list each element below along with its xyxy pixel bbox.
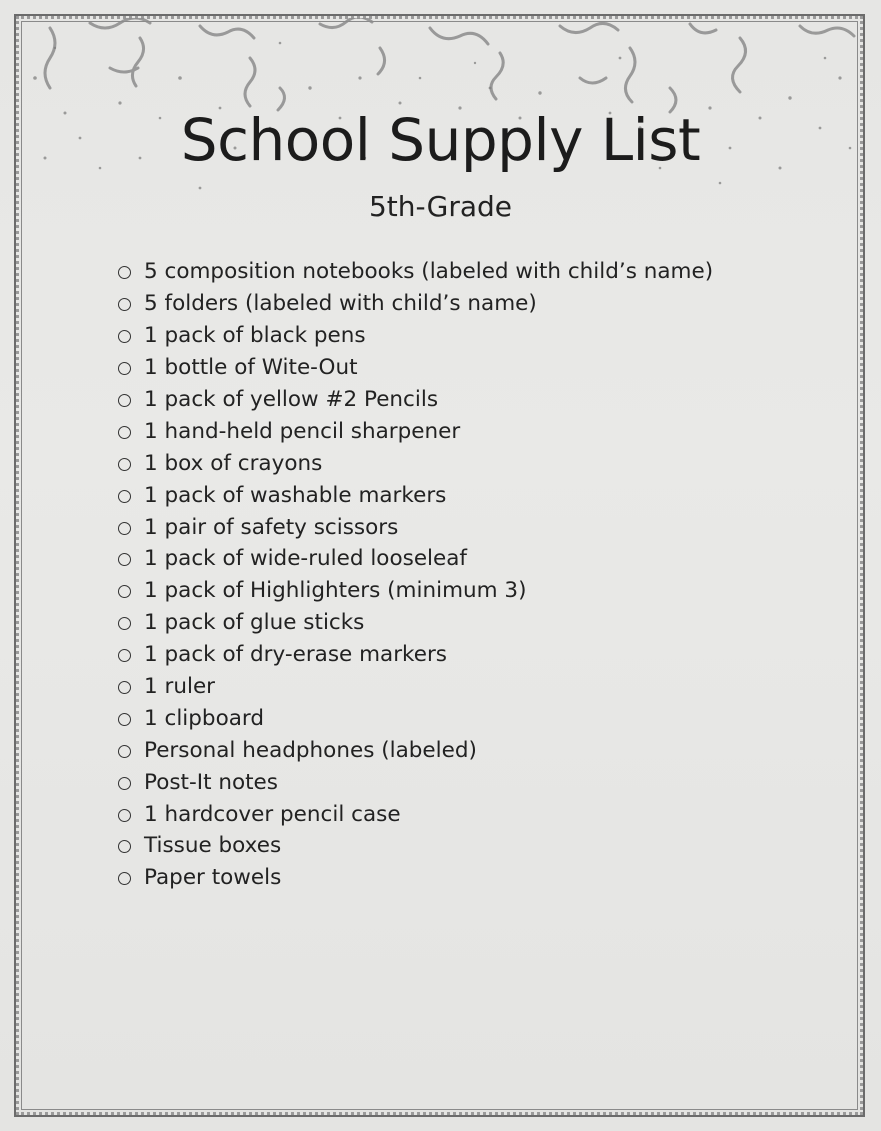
list-item bbox=[118, 607, 838, 639]
list-item bbox=[118, 798, 838, 830]
circle-bullet-icon bbox=[118, 649, 131, 662]
circle-bullet-icon bbox=[118, 362, 131, 375]
list-item bbox=[118, 384, 838, 416]
list-item-text: 1 bottle of Wite-Out bbox=[144, 355, 358, 381]
circle-bullet-icon bbox=[118, 426, 131, 439]
list-item bbox=[118, 479, 838, 511]
list-item bbox=[118, 639, 838, 671]
list-item bbox=[118, 288, 838, 320]
list-item-text: Tissue boxes bbox=[144, 833, 282, 859]
list-item-text: 1 pack of dry-erase markers bbox=[144, 642, 448, 668]
list-item bbox=[118, 734, 838, 766]
list-item-text: 1 pack of washable markers bbox=[144, 482, 447, 508]
list-item-text: 1 pack of glue sticks bbox=[144, 610, 365, 636]
page-title: School Supply List bbox=[180, 106, 701, 174]
list-item-text: 1 box of crayons bbox=[144, 450, 323, 476]
list-item-text: 1 pack of wide-ruled looseleaf bbox=[144, 546, 467, 572]
circle-bullet-icon bbox=[118, 490, 131, 503]
supply-list bbox=[118, 256, 838, 894]
circle-bullet-icon bbox=[118, 330, 131, 343]
list-item bbox=[118, 352, 838, 384]
circle-bullet-icon bbox=[118, 522, 131, 535]
circle-bullet-icon bbox=[118, 458, 131, 471]
list-item-text: 1 pack of black pens bbox=[144, 323, 366, 349]
list-item-text: 1 pair of safety scissors bbox=[144, 514, 399, 540]
list-item bbox=[118, 447, 838, 479]
circle-bullet-icon bbox=[118, 266, 131, 279]
list-item-text: 1 pack of yellow #2 Pencils bbox=[144, 387, 439, 412]
circle-bullet-icon bbox=[118, 298, 131, 311]
list-item bbox=[118, 256, 838, 288]
list-item-text: Personal headphones (labeled) bbox=[144, 737, 477, 763]
list-item bbox=[118, 671, 838, 703]
list-item bbox=[118, 830, 838, 862]
list-item bbox=[118, 543, 838, 575]
circle-bullet-icon bbox=[118, 809, 131, 822]
list-item-text: 1 hardcover pencil case bbox=[144, 801, 401, 827]
list-item-text: 5 composition notebooks (labeled with child’s name) bbox=[144, 259, 714, 285]
circle-bullet-icon bbox=[118, 872, 131, 885]
circle-bullet-icon bbox=[118, 553, 131, 566]
list-item bbox=[118, 702, 838, 734]
circle-bullet-icon bbox=[118, 713, 131, 726]
circle-bullet-icon bbox=[118, 681, 131, 694]
list-item-text: 5 folders (labeled with child’s name) bbox=[144, 291, 537, 317]
list-item bbox=[118, 766, 838, 798]
list-item bbox=[118, 320, 838, 352]
circle-bullet-icon bbox=[118, 840, 131, 853]
circle-bullet-icon bbox=[118, 394, 131, 407]
list-item-text: 1 clipboard bbox=[144, 705, 265, 731]
list-item-text: 1 ruler bbox=[144, 674, 216, 700]
circle-bullet-icon bbox=[118, 745, 131, 758]
circle-bullet-icon bbox=[118, 777, 131, 790]
circle-bullet-icon bbox=[118, 617, 131, 630]
list-item-text: 1 pack of Highlighters (minimum 3) bbox=[144, 578, 527, 604]
list-item bbox=[118, 862, 838, 894]
circle-bullet-icon bbox=[118, 585, 131, 598]
list-item bbox=[118, 415, 838, 447]
list-item bbox=[118, 575, 838, 607]
list-item bbox=[118, 511, 838, 543]
list-item-text: Post-It notes bbox=[144, 769, 278, 795]
list-item-text: Paper towels bbox=[144, 865, 282, 891]
page-subtitle: 5th-Grade bbox=[368, 190, 513, 223]
list-item-text: 1 hand-held pencil sharpener bbox=[144, 418, 461, 444]
